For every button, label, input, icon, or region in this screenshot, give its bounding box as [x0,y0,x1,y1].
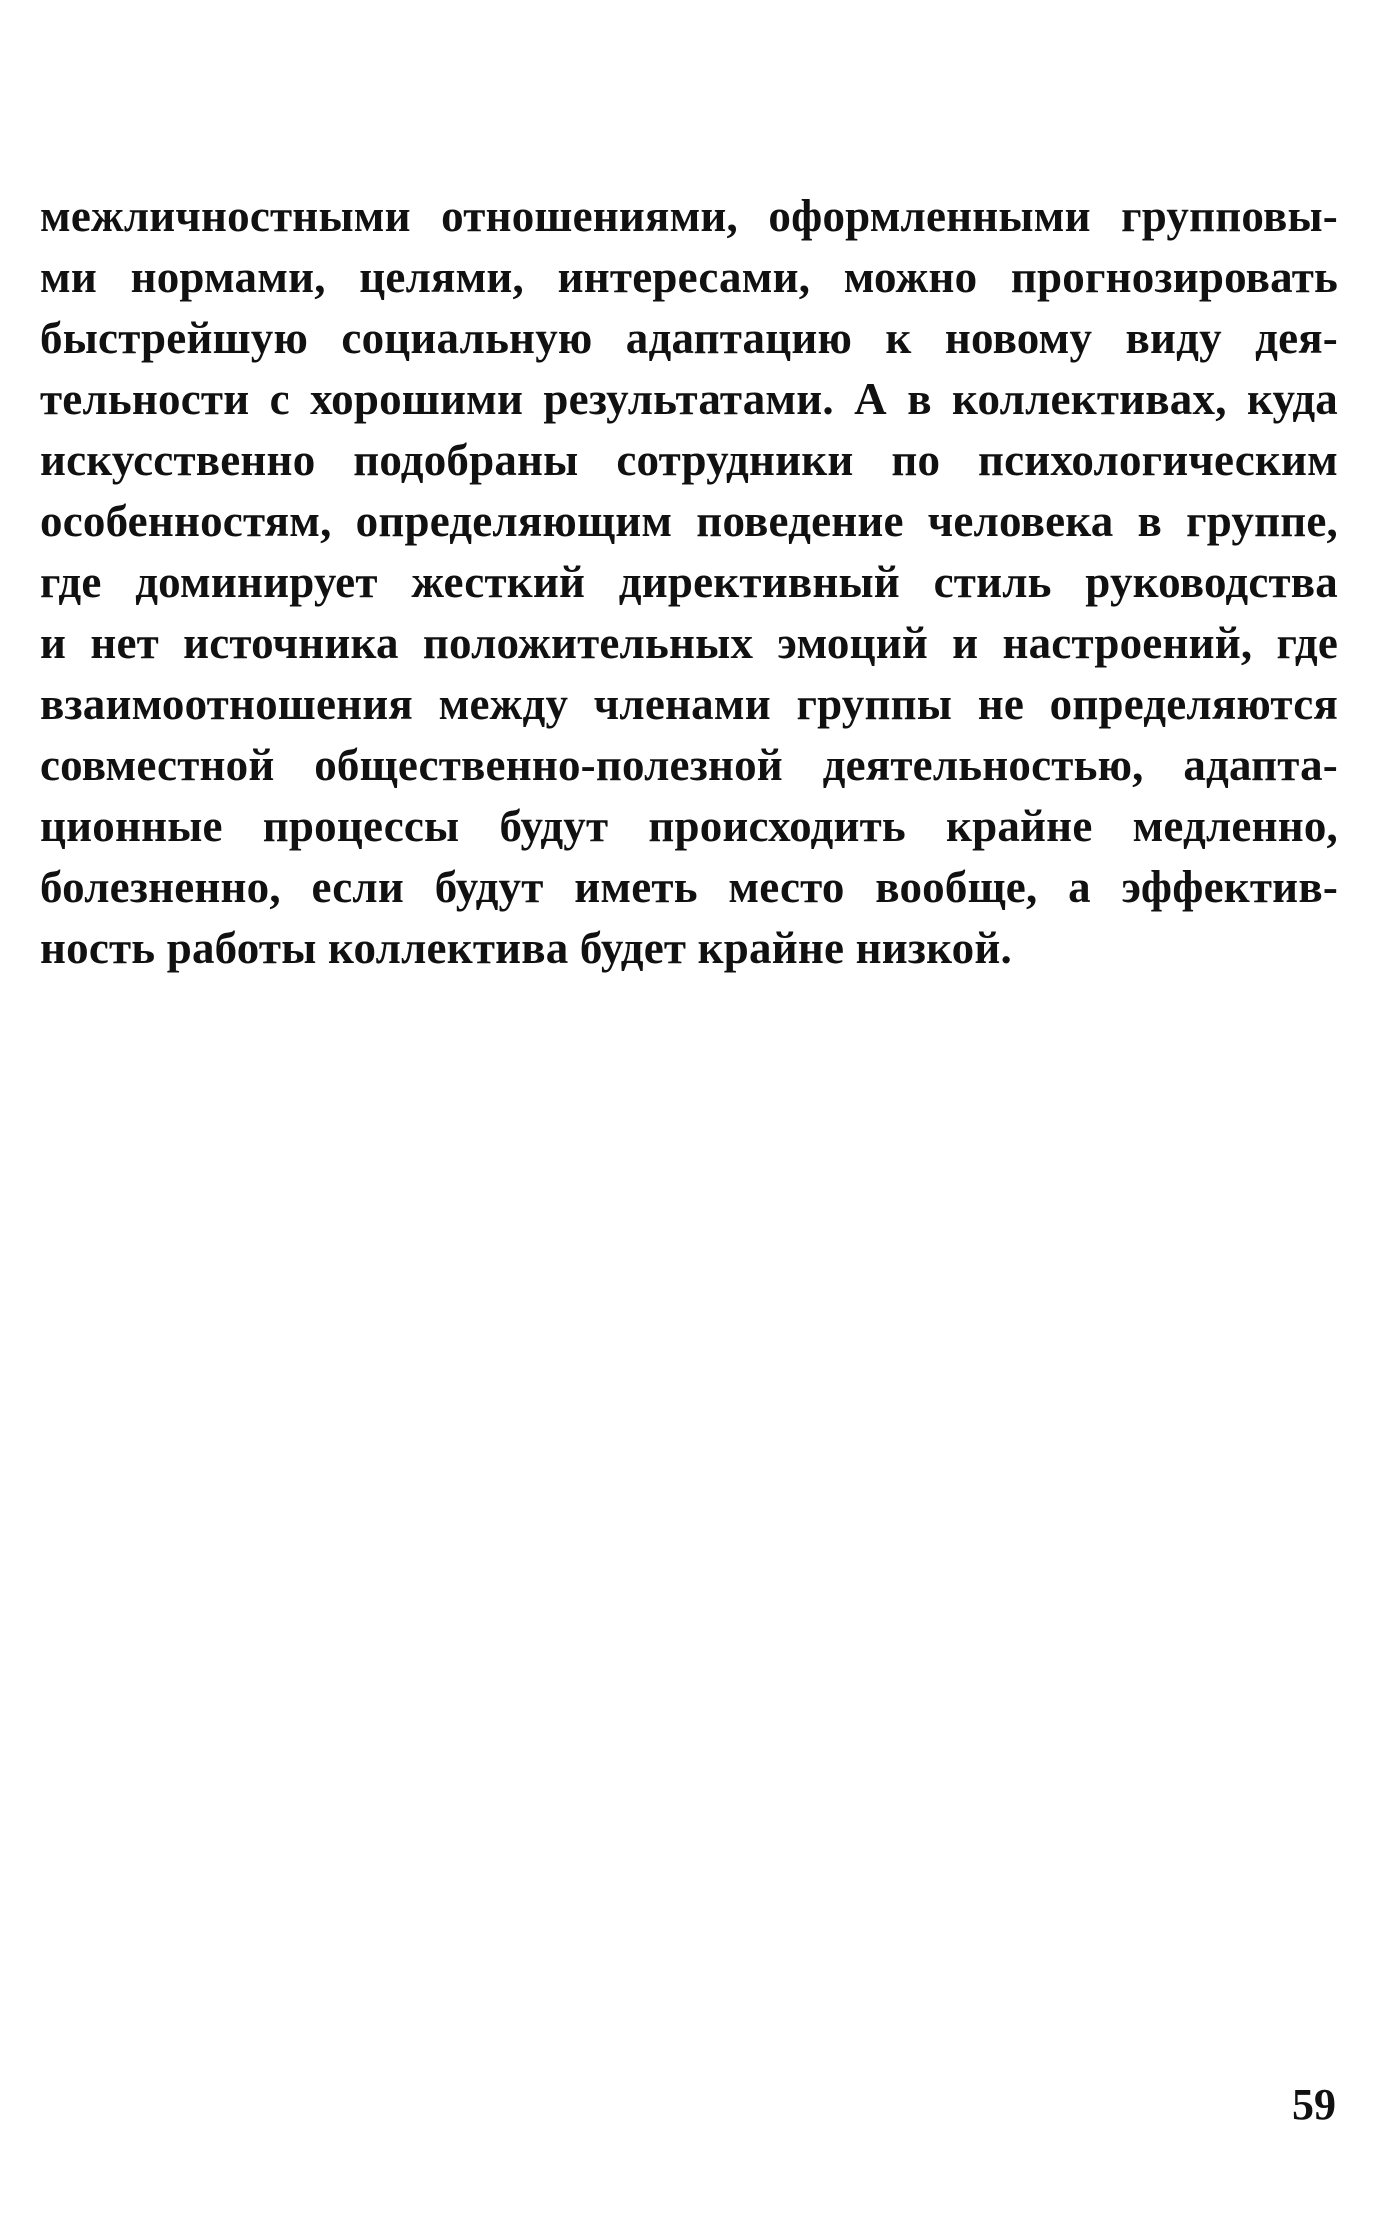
page-number: 59 [1292,2080,1336,2129]
paragraph-line: где доминирует жесткий директивный стиль руководства [40,557,1338,607]
paragraph-line: тельности с хорошими результатами. А в коллективах, куда [40,374,1338,424]
paragraph-line: совместной общественно-полезной деятельностью, адапта- [40,740,1338,790]
paragraph-line: быстрейшую социальную адаптацию к новому виду дея- [40,313,1338,363]
paragraph-line: межличностными отношениями, оформленными групповы- [40,191,1338,241]
paragraph-line: искусственно подобраны сотрудники по психологическим [40,435,1338,485]
body-paragraph [40,186,1338,979]
paragraph-line-last: ность работы коллектива будет крайне низкой. [40,923,1012,973]
paragraph-line: ми нормами, целями, интересами, можно прогнозировать [40,252,1338,302]
paragraph-line: и нет источника положительных эмоций и настроений, где [40,618,1338,668]
paragraph-line: особенностям, определяющим поведение человека в группе, [40,496,1338,546]
paragraph-line: болезненно, если будут иметь место вообще, а эффектив- [40,862,1338,912]
paragraph-line: взаимоотношения между членами группы не определяются [40,679,1338,729]
paragraph-line: ционные процессы будут происходить крайне медленно, [40,801,1338,851]
